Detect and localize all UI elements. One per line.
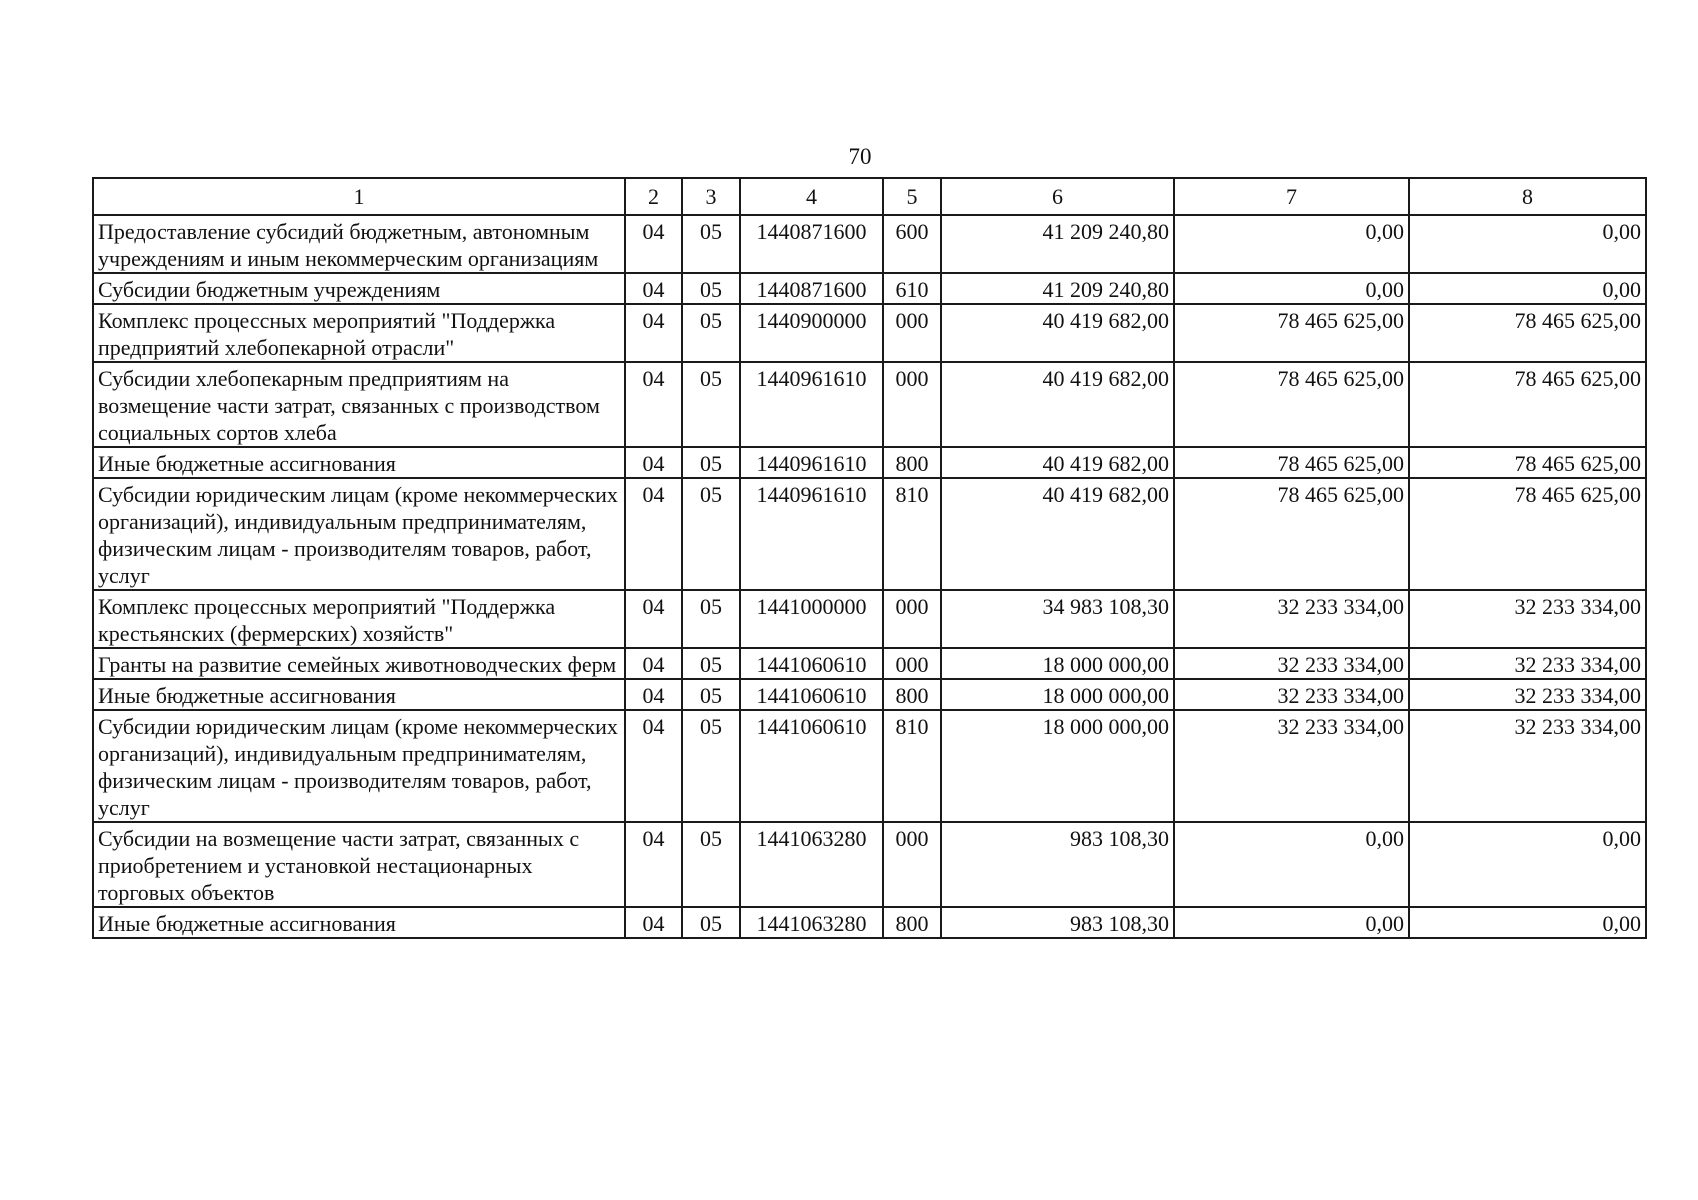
- amount-col6: 18 000 000,00: [941, 648, 1174, 679]
- target-article-code: 1441063280: [740, 822, 883, 907]
- amount-col8: 0,00: [1409, 273, 1646, 304]
- table-row: [93, 590, 1646, 648]
- row-name: Комплекс процессных мероприятий "Поддержка предприятий хлебопекарной отрасли": [93, 304, 625, 362]
- target-article-code: 1440961610: [740, 447, 883, 478]
- expense-type-code: 800: [883, 447, 941, 478]
- amount-col8: 78 465 625,00: [1409, 304, 1646, 362]
- subsection-code: 05: [682, 304, 740, 362]
- amount-col8: 0,00: [1409, 822, 1646, 907]
- table-row: [93, 273, 1646, 304]
- amount-col6: 18 000 000,00: [941, 679, 1174, 710]
- expense-type-code: 810: [883, 478, 941, 590]
- column-header: 3: [682, 178, 740, 215]
- subsection-code: 05: [682, 273, 740, 304]
- expense-type-code: 800: [883, 679, 941, 710]
- amount-col6: 40 419 682,00: [941, 304, 1174, 362]
- amount-col8: 78 465 625,00: [1409, 362, 1646, 447]
- expense-type-code: 810: [883, 710, 941, 822]
- amount-col8: 0,00: [1409, 907, 1646, 938]
- amount-col7: 78 465 625,00: [1174, 304, 1409, 362]
- amount-col7: 78 465 625,00: [1174, 362, 1409, 447]
- amount-col8: 32 233 334,00: [1409, 679, 1646, 710]
- column-header: 2: [625, 178, 682, 215]
- row-name: Иные бюджетные ассигнования: [93, 447, 625, 478]
- target-article-code: 1440871600: [740, 215, 883, 273]
- row-name: Иные бюджетные ассигнования: [93, 679, 625, 710]
- subsection-code: 05: [682, 907, 740, 938]
- amount-col7: 32 233 334,00: [1174, 679, 1409, 710]
- section-code: 04: [625, 362, 682, 447]
- amount-col6: 983 108,30: [941, 907, 1174, 938]
- amount-col7: 78 465 625,00: [1174, 478, 1409, 590]
- target-article-code: 1440961610: [740, 362, 883, 447]
- amount-col6: 40 419 682,00: [941, 447, 1174, 478]
- section-code: 04: [625, 478, 682, 590]
- amount-col6: 40 419 682,00: [941, 478, 1174, 590]
- expense-type-code: 000: [883, 304, 941, 362]
- amount-col7: 0,00: [1174, 215, 1409, 273]
- row-name: Субсидии юридическим лицам (кроме некоммерческих организаций), индивидуальным предпринимателям, физическим лицам - производителям товаров, работ, услуг: [93, 478, 625, 590]
- subsection-code: 05: [682, 215, 740, 273]
- table-row: [93, 679, 1646, 710]
- section-code: 04: [625, 679, 682, 710]
- section-code: 04: [625, 447, 682, 478]
- amount-col6: 41 209 240,80: [941, 215, 1174, 273]
- table-row: [93, 822, 1646, 907]
- amount-col8: 32 233 334,00: [1409, 590, 1646, 648]
- amount-col7: 0,00: [1174, 273, 1409, 304]
- amount-col7: 32 233 334,00: [1174, 590, 1409, 648]
- section-code: 04: [625, 907, 682, 938]
- table-row: [93, 907, 1646, 938]
- section-code: 04: [625, 648, 682, 679]
- subsection-code: 05: [682, 447, 740, 478]
- row-name: Субсидии юридическим лицам (кроме некоммерческих организаций), индивидуальным предпринимателям, физическим лицам - производителям товаров, работ, услуг: [93, 710, 625, 822]
- section-code: 04: [625, 273, 682, 304]
- subsection-code: 05: [682, 822, 740, 907]
- budget-table: [92, 177, 1647, 939]
- table-row: [93, 710, 1646, 822]
- table-row: [93, 648, 1646, 679]
- target-article-code: 1441060610: [740, 648, 883, 679]
- section-code: 04: [625, 822, 682, 907]
- row-name: Иные бюджетные ассигнования: [93, 907, 625, 938]
- subsection-code: 05: [682, 710, 740, 822]
- row-name: Субсидии на возмещение части затрат, связанных с приобретением и установкой нестационарных торговых объектов: [93, 822, 625, 907]
- table-row: [93, 362, 1646, 447]
- amount-col6: 41 209 240,80: [941, 273, 1174, 304]
- amount-col7: 32 233 334,00: [1174, 710, 1409, 822]
- subsection-code: 05: [682, 362, 740, 447]
- column-header: 1: [93, 178, 625, 215]
- amount-col8: 78 465 625,00: [1409, 447, 1646, 478]
- expense-type-code: 600: [883, 215, 941, 273]
- table-row: [93, 215, 1646, 273]
- target-article-code: 1441000000: [740, 590, 883, 648]
- table-row: [93, 478, 1646, 590]
- expense-type-code: 610: [883, 273, 941, 304]
- amount-col7: 0,00: [1174, 907, 1409, 938]
- section-code: 04: [625, 590, 682, 648]
- expense-type-code: 800: [883, 907, 941, 938]
- target-article-code: 1441060610: [740, 679, 883, 710]
- column-header: 5: [883, 178, 941, 215]
- expense-type-code: 000: [883, 362, 941, 447]
- section-code: 04: [625, 710, 682, 822]
- amount-col6: 40 419 682,00: [941, 362, 1174, 447]
- target-article-code: 1440961610: [740, 478, 883, 590]
- subsection-code: 05: [682, 679, 740, 710]
- target-article-code: 1440900000: [740, 304, 883, 362]
- column-header: 8: [1409, 178, 1646, 215]
- row-name: Субсидии бюджетным учреждениям: [93, 273, 625, 304]
- expense-type-code: 000: [883, 648, 941, 679]
- subsection-code: 05: [682, 648, 740, 679]
- table-row: [93, 304, 1646, 362]
- amount-col8: 32 233 334,00: [1409, 710, 1646, 822]
- amount-col8: 78 465 625,00: [1409, 478, 1646, 590]
- section-code: 04: [625, 304, 682, 362]
- target-article-code: 1441063280: [740, 907, 883, 938]
- column-header: 7: [1174, 178, 1409, 215]
- column-header: 4: [740, 178, 883, 215]
- page-number: 70: [848, 144, 872, 169]
- target-article-code: 1441060610: [740, 710, 883, 822]
- expense-type-code: 000: [883, 590, 941, 648]
- header-row: [93, 178, 1646, 215]
- amount-col6: 18 000 000,00: [941, 710, 1174, 822]
- amount-col8: 32 233 334,00: [1409, 648, 1646, 679]
- subsection-code: 05: [682, 478, 740, 590]
- column-header: 6: [941, 178, 1174, 215]
- amount-col7: 78 465 625,00: [1174, 447, 1409, 478]
- row-name: Предоставление субсидий бюджетным, автономным учреждениям и иным некоммерческим организациям: [93, 215, 625, 273]
- row-name: Комплекс процессных мероприятий "Поддержка крестьянских (фермерских) хозяйств": [93, 590, 625, 648]
- amount-col8: 0,00: [1409, 215, 1646, 273]
- amount-col7: 0,00: [1174, 822, 1409, 907]
- section-code: 04: [625, 215, 682, 273]
- target-article-code: 1440871600: [740, 273, 883, 304]
- subsection-code: 05: [682, 590, 740, 648]
- amount-col6: 983 108,30: [941, 822, 1174, 907]
- table-body: [93, 215, 1646, 938]
- row-name: Субсидии хлебопекарным предприятиям на возмещение части затрат, связанных с производством социальных сортов хлеба: [93, 362, 625, 447]
- expense-type-code: 000: [883, 822, 941, 907]
- row-name: Гранты на развитие семейных животноводческих ферм: [93, 648, 625, 679]
- amount-col6: 34 983 108,30: [941, 590, 1174, 648]
- table-row: [93, 447, 1646, 478]
- amount-col7: 32 233 334,00: [1174, 648, 1409, 679]
